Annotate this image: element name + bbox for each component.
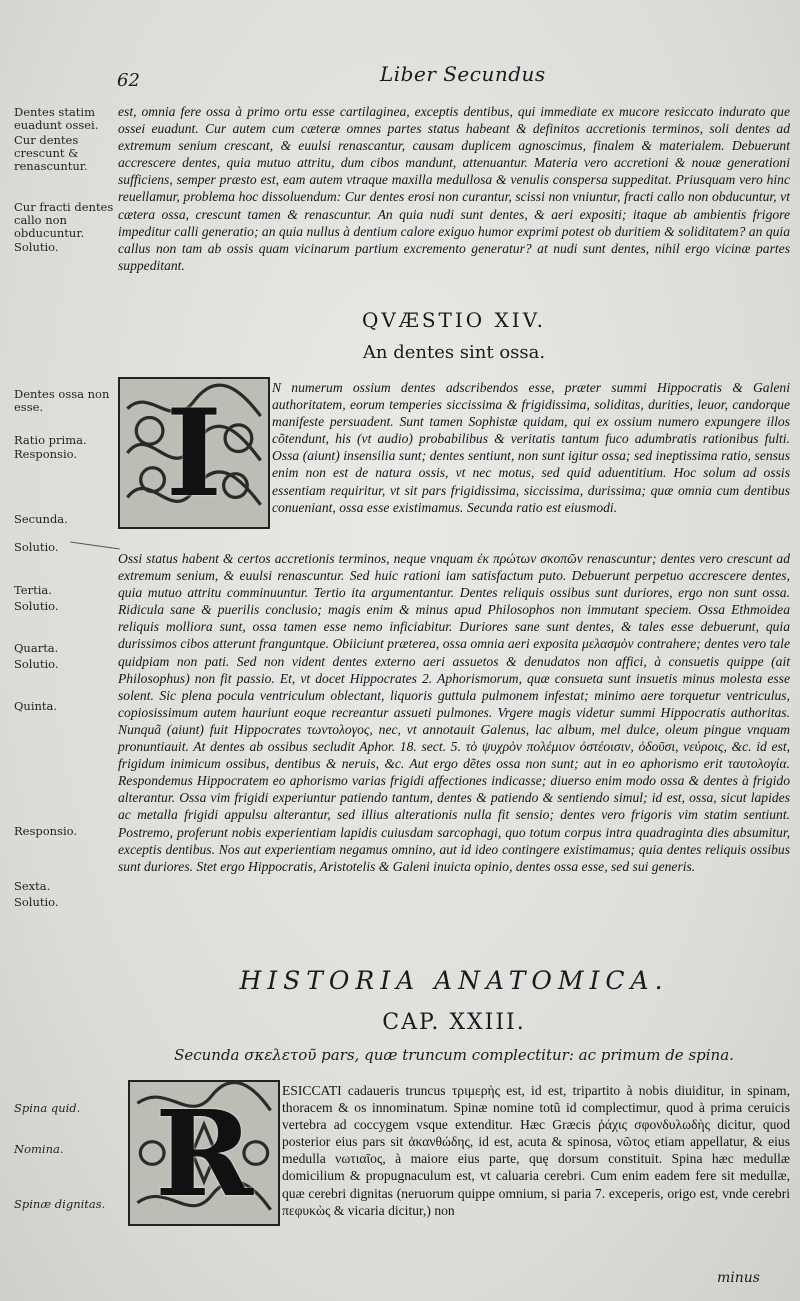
catchword: minus [717,1270,760,1286]
initial-letter: R [154,1083,254,1223]
margin-note: Cur dentes crescunt & renascuntur. [14,133,88,173]
decorated-initial [118,377,270,529]
margin-note: Sexta. [14,879,51,893]
margin-note: Nomina. [14,1142,64,1156]
margin-note: Dentes statim euadunt ossei. [14,105,99,132]
margin-note: Responsio. [14,447,78,461]
margin-note: Quarta. [14,641,59,655]
chapter-title: CAP. XXIII. [382,1010,526,1035]
margin-note: Solutio. [14,657,59,671]
margin-note: Solutio. [14,540,59,554]
historia-title: HISTORIA ANATOMICA. [239,966,669,995]
margin-note: Solutio. [14,240,59,254]
margin-note: Ratio prima. [14,433,87,447]
historia-body: ESICCATI cadaueris truncus τριμερὴς est, id est, tripartito à nobis diuiditur, in spinam, thoracem & os innominatum. Spinæ nomine totũ id complectimur, quod à prima ceruicis vertebra ad coccygem vsque extenditur. Hæc Græcis ῥάχις σφονδυλωδὴς dicitur, quod posterior eius pars sit ἀκανθώδης, id est, acuta & spinosa, νῶτος etiam appellatur, & eius medulla νωτιαῖος, à maiore eius parte, quę dorsum constituit. Spina hæc medullæ domicilium & propugnaculum est, vt caluaria cerebri. Cum enim eadem fere sit medullæ, quæ cerebri dignitas (neruorum quippe omnium, si paria 7. exceperis, origo est, vnde cerebri πεφυκὼς & vicaria dicitur,) non [282,1083,790,1218]
margin-note: Cur fracti dentes callo non obducuntur. [14,200,114,240]
decorated-initial [128,1080,280,1226]
margin-note: Dentes ossa non esse. [14,387,110,414]
top-paragraph: est, omnia fere ossa à primo ortu esse cartilaginea, exceptis dentibus, qui immediate ex mucore resiccato indurato que ossei euadunt. Cur autem cum cæteræ omnes partes status habeant & definitos accretionis terminos, soli dentes ad extremum senium crescant, & euulsi renascantur, causam duplicem agnoscimus, finalem & materialem. Debuerunt accrescere dentes, quia mutuo attritu, dum cibos mandunt, attenuantur. Materia vero accretioni & nouæ generationi sufficiens, semper præsto est, eam autem vtraque maxilla medullosa & venulis conspersa suppeditat. Priusquam vero hinc reuellamur, problema hoc dissoluendum: Cur dentes erosi non curantur, scissi non vniuntur, fracti callo non obducuntur, vt cætera ossa, crescunt tamen & renascuntur. An quia nudi sunt dentes, & aeri expositi; itaque ab ambientis frigore impeditur calli generatio; an quia nullus à dentium calore exiguo humor exprimi potest ob duritiem & soliditatem? an quia callus non tam ab ossis quam vicinarum partium excremento generatur? at nudi sunt dentes, nihil ergo vicinæ partes suppeditant. [118,104,790,273]
chapter-subtitle: Secunda σκελετοῦ pars, quæ truncum complectitur: ac primum de spina. [174,1046,734,1064]
quaestio-body: Ossi status habent & certos accretionis terminos, neque vnquam ἐκ πρώτων σκοπῶν renascuntur; dentes vero crescunt ad extremum senium, & euulsi renascuntur. Sed huic rationi iam satisfactum puto. Debuerunt perpetuo accrescere dentes, quia mutuo attritu comminuuntur. Tertio ita argumentantur. Dentes reliquis ossibus sunt duriores, ergo non sunt ossa. Ridicula sane & puerilis conclusio; magis enim & minus apud Philosophos non immutant speciem. Ossa Ethmoidea reliquis molliora sunt, ossa tamen esse nemo inficiabitur. Duriores sane sunt dentes, & tales esse debuerunt, quia durissimos cibos atterunt franguntque. Obiiciunt præterea, ossa omnia aeri exposita μελασμὸν contrahere; dentes vero tale quidpiam non pati. Sed non vident dentes externo aeri assuetos & denudatos non affici, à consuetis quippe (ait Philosophus) non fit passio. Et, vt docet Hippocrates 2. Aphorismorum, quæ consueta sunt insuetis minus molesta esse solent. Sic plena pocula ventriculum oblectant, liquoris guttula pulmonem infestat; minimo aere torquetur ventriculus, copiosissimum autem hauriunt eoque recreantur assueti pulmones. Vrgere magis videtur summi Hippocratis authoritas. Nunquã (aiunt) fuit Hippocrates τωντολογος, nec, vt annotauit Galenus, lac album, mel dulce, oleum pingue vnquam pronuntiauit. At dentes ab ossibus secludit Aphor. 18. sect. 5. τὸ ψυχρὸν πολέμιον ὀστέοισιν, ὀδοῦσι, νεύροις, &c. id est, frigidum inimicum ossibus, dentibus & neruis, &c. Aut ergo dẽtes ossa non sunt; aut in eo aphorismo erit ταυτολογία. Respondemus Hippocratem eo aphorismo varias frigidi affectiones indicasse; diuerso enim modo ossa & dentes à frigido alterantur. Ossa vim frigidi experiuntur patiendo tantum, dentes & patiendo & sentiendo simul; id est, ossa, sicut lapides ac metalla frigidi appulsu alterantur, sed illius alterationis nulla fit sensio; dentes vero frigoris vim statim sentiunt. Postremo, proferunt nobis experientiam lapidis cuiusdam sarcophagi, quo totum corpus intra quadraginta dies absumitur, exceptis dentibus. Nos aut experientiam negamus omnino, aut id ideo contingere existimamus; quia dentes reliquis ossibus sunt duriores. Stet ergo Hippocratis, Aristotelis & Galeni inuicta opinio, dentes ossa esse, sed sui generis. [118,551,790,874]
running-title: Liber Secundus [380,62,546,86]
quaestio-title: QVÆSTIO XIV. [362,308,546,332]
margin-note: Solutio. [14,895,59,909]
initial-letter: I [165,382,223,524]
quaestio-subtitle: An dentes sint ossa. [362,342,546,363]
margin-note: Responsio. [14,824,78,838]
quaestio-body-first: N numerum ossium dentes adscribendos esse, præter summi Hippocratis & Galeni authoritatem, eorum temperies siccissima & frigidissima, soliditas, durities, leuor, candorque manifeste persuadent. Sunt tamen Sophistæ quidam, qui ex ossium numero expungere illos cõtendunt, his (vt audio) probabilibus & veritatis tantum fuco adumbratis rationibus fulti. Ossa (aiunt) insensilia sunt; dentes sentiunt, non sunt igitur ossa; sed ineptissima ratio, sensus enim non est de natura ossis, vt nec motus, sed quid aduentitium. Hoc solum ad ossis essentiam requiritur, vt sit pars frigidissima, siccissima, durissima; quæ omnia cum dentibus conueniant, ossa esse existimamus. Secunda ratio est eiusmodi. [272,380,790,515]
margin-note: Secunda. [14,512,68,526]
margin-note: Spinæ dignitas. [14,1197,106,1211]
margin-note: Tertia. [14,583,52,597]
margin-note: Spina quid. [14,1101,81,1115]
margin-note: Quinta. [14,699,58,713]
margin-note: Solutio. [14,599,59,613]
page-number: 62 [117,70,140,91]
